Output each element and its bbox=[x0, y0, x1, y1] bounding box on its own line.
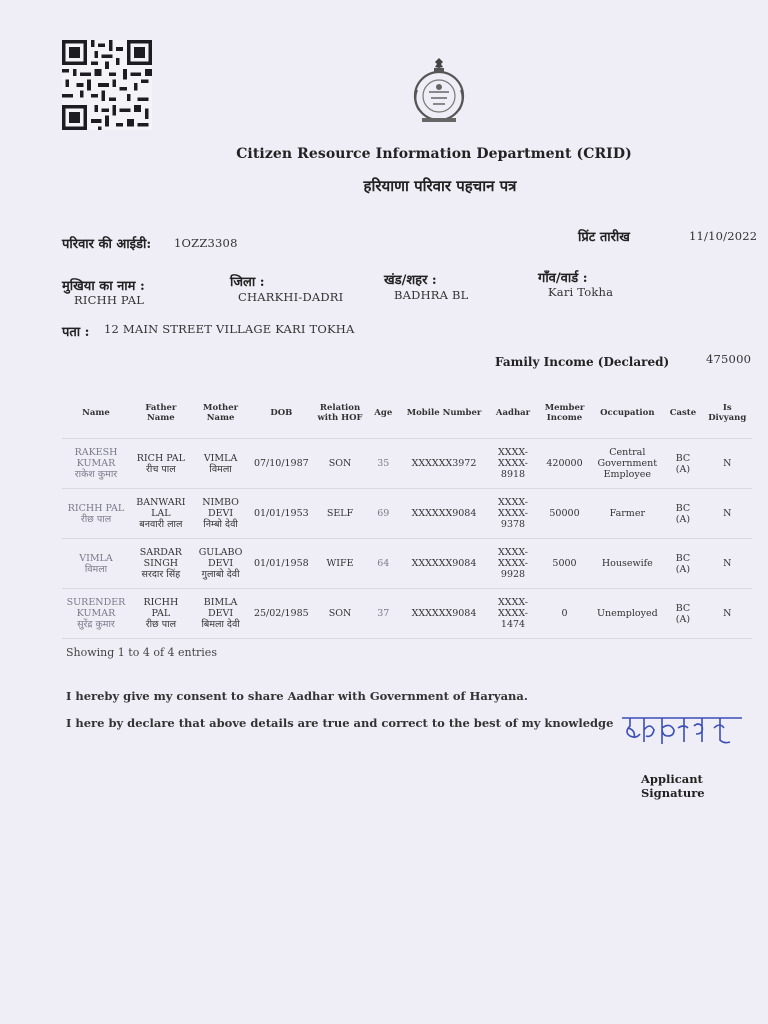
mother-name: GULABO DEVI गुलाबो देवी bbox=[192, 539, 250, 589]
family-members-table bbox=[62, 388, 752, 639]
member-income: 5000 bbox=[538, 539, 592, 589]
caste: BC (A) bbox=[663, 439, 702, 489]
member-name: VIMLA विमला bbox=[62, 539, 130, 589]
mother-name: NIMBO DEVI निम्बो देवी bbox=[192, 489, 250, 539]
is-divyang: N bbox=[702, 539, 752, 589]
member-income: 0 bbox=[538, 589, 592, 639]
father-name: BANWARI LAL बनवारी लाल bbox=[130, 489, 192, 539]
father-name: RICH PAL रीच पाल bbox=[130, 439, 192, 489]
col-header-mobile: Mobile Number bbox=[400, 388, 489, 439]
dob: 01/01/1953 bbox=[249, 489, 313, 539]
col-header-dob: DOB bbox=[249, 388, 313, 439]
relation: WIFE bbox=[313, 539, 367, 589]
col-header-caste: Caste bbox=[663, 388, 702, 439]
father-name: RICHH PAL रीछ पाल bbox=[130, 589, 192, 639]
table-row bbox=[62, 489, 752, 539]
document-title: हरियाणा परिवार पहचान पत्र bbox=[363, 177, 517, 195]
col-header-aadhar: Aadhar bbox=[488, 388, 537, 439]
age: 35 bbox=[367, 439, 400, 489]
dob: 25/02/1985 bbox=[249, 589, 313, 639]
entries-count: Showing 1 to 4 of 4 entries bbox=[66, 646, 217, 659]
occupation: Central Government Employee bbox=[591, 439, 663, 489]
col-header-relation: Relation with HOF bbox=[313, 388, 367, 439]
mother-name: BIMLA DEVI बिमला देवी bbox=[192, 589, 250, 639]
mobile-number: XXXXXX9084 bbox=[400, 589, 489, 639]
district-label: जिला : bbox=[230, 275, 265, 290]
table-header-row bbox=[62, 388, 752, 439]
age: 69 bbox=[367, 489, 400, 539]
table-row bbox=[62, 539, 752, 589]
member-income: 50000 bbox=[538, 489, 592, 539]
department-title: Citizen Resource Information Department (CRID) bbox=[236, 146, 632, 162]
applicant-signature-label: Applicant Signature bbox=[641, 772, 705, 800]
col-header-father: Father Name bbox=[130, 388, 192, 439]
consent-statement: I hereby give my consent to share Aadhar with Government of Haryana. bbox=[66, 689, 528, 703]
caste: BC (A) bbox=[663, 589, 702, 639]
col-header-income: Member Income bbox=[538, 388, 592, 439]
is-divyang: N bbox=[702, 489, 752, 539]
district-value: CHARKHI-DADRI bbox=[238, 290, 344, 304]
col-header-occupation: Occupation bbox=[591, 388, 663, 439]
family-id-value: 1OZZ3308 bbox=[174, 236, 238, 250]
col-header-divyang: Is Divyang bbox=[702, 388, 752, 439]
mother-name: VIMLA विमला bbox=[192, 439, 250, 489]
village-label: गाँव/वार्ड : bbox=[538, 271, 588, 286]
address-label: पता : bbox=[62, 325, 90, 340]
table-row bbox=[62, 589, 752, 639]
occupation: Housewife bbox=[591, 539, 663, 589]
family-income-label: Family Income (Declared) bbox=[495, 355, 670, 369]
relation: SON bbox=[313, 589, 367, 639]
block-label: खंड/शहर : bbox=[384, 273, 437, 288]
aadhar: XXXX- XXXX- 9378 bbox=[488, 489, 537, 539]
col-header-mother: Mother Name bbox=[192, 388, 250, 439]
member-name: RAKESH KUMAR राकेश कुमार bbox=[62, 439, 130, 489]
aadhar: XXXX- XXXX- 1474 bbox=[488, 589, 537, 639]
member-income: 420000 bbox=[538, 439, 592, 489]
father-name: SARDAR SINGH सरदार सिंह bbox=[130, 539, 192, 589]
address-value: 12 MAIN STREET VILLAGE KARI TOKHA bbox=[104, 322, 355, 336]
relation: SELF bbox=[313, 489, 367, 539]
family-id-label: परिवार की आईडी: bbox=[62, 237, 152, 252]
caste: BC (A) bbox=[663, 539, 702, 589]
age: 37 bbox=[367, 589, 400, 639]
dob: 01/01/1958 bbox=[249, 539, 313, 589]
col-header-name: Name bbox=[62, 388, 130, 439]
print-date-label: प्रिंट तारीख bbox=[578, 230, 630, 245]
col-header-age: Age bbox=[367, 388, 400, 439]
head-name-label: मुखिया का नाम : bbox=[62, 279, 145, 294]
occupation: Farmer bbox=[591, 489, 663, 539]
haryana-emblem-icon bbox=[408, 52, 470, 128]
aadhar: XXXX- XXXX- 8918 bbox=[488, 439, 537, 489]
applicant-signature-image bbox=[618, 706, 748, 756]
dob: 07/10/1987 bbox=[249, 439, 313, 489]
member-name: SURENDER KUMAR सुरेंद्र कुमार bbox=[62, 589, 130, 639]
table-row bbox=[62, 439, 752, 489]
occupation: Unemployed bbox=[591, 589, 663, 639]
is-divyang: N bbox=[702, 589, 752, 639]
mobile-number: XXXXXX9084 bbox=[400, 539, 489, 589]
age: 64 bbox=[367, 539, 400, 589]
caste: BC (A) bbox=[663, 489, 702, 539]
relation: SON bbox=[313, 439, 367, 489]
head-name-value: RICHH PAL bbox=[74, 293, 145, 307]
mobile-number: XXXXXX3972 bbox=[400, 439, 489, 489]
aadhar: XXXX- XXXX- 9928 bbox=[488, 539, 537, 589]
is-divyang: N bbox=[702, 439, 752, 489]
qr-code bbox=[62, 40, 152, 130]
village-value: Kari Tokha bbox=[548, 285, 614, 299]
family-income-value: 475000 bbox=[706, 352, 752, 366]
declaration-statement: I here by declare that above details are true and correct to the best of my knowledge bbox=[66, 716, 614, 730]
mobile-number: XXXXXX9084 bbox=[400, 489, 489, 539]
member-name: RICHH PAL रीछ पाल bbox=[62, 489, 130, 539]
print-date-value: 11/10/2022 bbox=[689, 229, 758, 243]
block-value: BADHRA BL bbox=[394, 288, 469, 302]
